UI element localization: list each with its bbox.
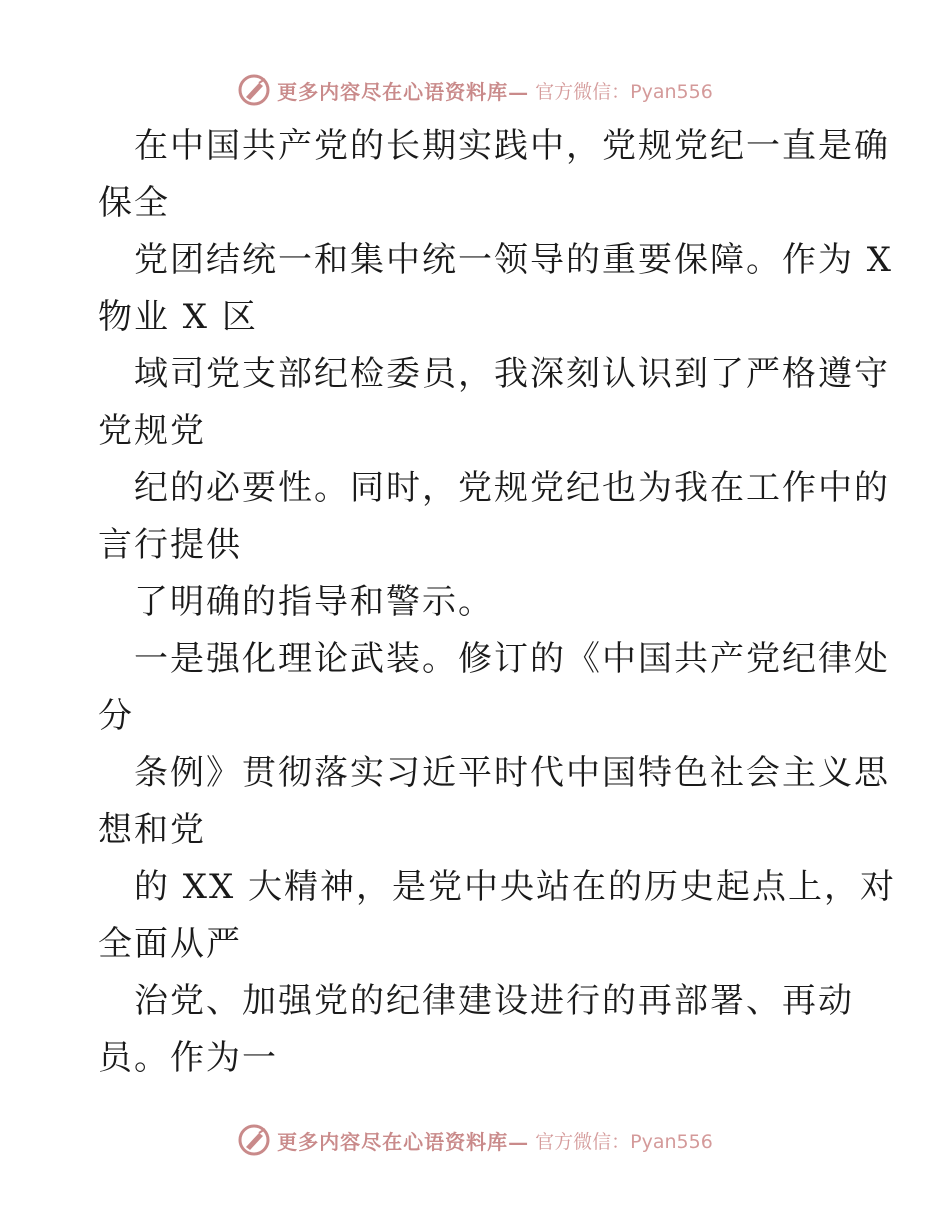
watermark-text: 更多内容尽在心语资料库— bbox=[277, 79, 530, 104]
footer-watermark bbox=[0, 1120, 950, 1160]
text-line: 域司党支部纪检委员，我深刻认识到了严格遵守 bbox=[134, 354, 890, 394]
text-line: 治党、加强党的纪律建设进行的再部署、再动 bbox=[134, 981, 854, 1021]
text-line: 员。作为一 bbox=[98, 1038, 278, 1078]
text-line: 的 XX 大精神，是党中央站在的历史起点上，对 bbox=[134, 867, 897, 907]
header-watermark bbox=[0, 70, 950, 110]
quill-logo-icon bbox=[237, 1123, 271, 1157]
text-line: 党规党 bbox=[98, 411, 206, 451]
watermark-wechat: 官方微信：Pyan556 bbox=[535, 80, 713, 103]
watermark-wechat: 官方微信：Pyan556 bbox=[535, 1130, 713, 1153]
text-line: 在中国共产党的长期实践中，党规党纪一直是确 bbox=[134, 126, 890, 166]
text-line: 了明确的指导和警示。 bbox=[134, 582, 494, 622]
text-line: 保全 bbox=[98, 183, 170, 223]
text-line: 分 bbox=[98, 696, 134, 736]
quill-logo-icon bbox=[237, 73, 271, 107]
text-line: 党团结统一和集中统一领导的重要保障。作为 X bbox=[134, 240, 894, 280]
document-body bbox=[98, 118, 897, 1087]
text-line: 一是强化理论武装。修订的《中国共产党纪律处 bbox=[134, 639, 890, 679]
text-line: 全面从严 bbox=[98, 924, 242, 964]
text-line: 纪的必要性。同时，党规党纪也为我在工作中的 bbox=[134, 468, 890, 508]
text-line: 想和党 bbox=[98, 810, 206, 850]
text-line: 言行提供 bbox=[98, 525, 242, 565]
text-line: 物业 X 区 bbox=[98, 297, 258, 337]
text-line: 条例》贯彻落实习近平时代中国特色社会主义思 bbox=[134, 753, 890, 793]
watermark-text: 更多内容尽在心语资料库— bbox=[277, 1129, 530, 1154]
